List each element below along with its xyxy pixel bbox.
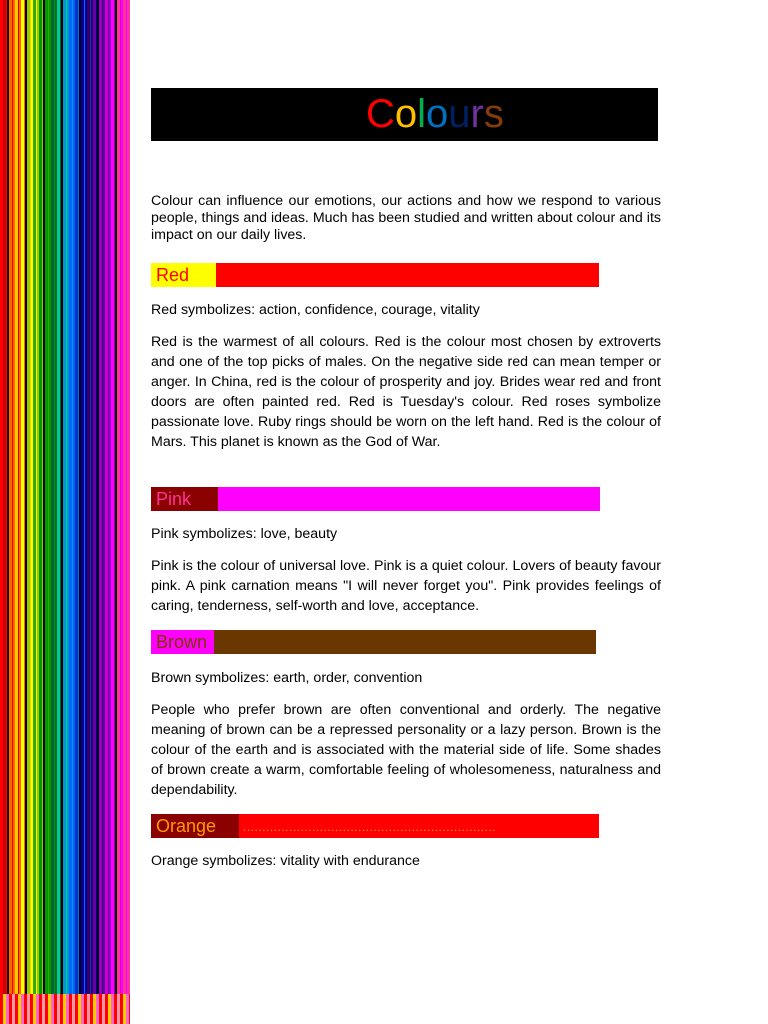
title-letter: C (366, 92, 395, 136)
section-header-pink (151, 487, 600, 511)
title-banner (151, 88, 658, 141)
rainbow-stripes-decoration (0, 0, 130, 1024)
section-header-brown (151, 630, 596, 654)
section-header-orange (151, 814, 599, 838)
pink-body: Pink is the colour of universal love. Pink is a quiet colour. Lovers of beauty favour pink. A pink carnation means "I will never forget you". Pink provides feelings of caring, tenderness, self-worth and love, acceptance. (151, 558, 661, 614)
section-header-red (151, 263, 599, 287)
color-bar-brown (214, 630, 596, 654)
color-bar-red (216, 263, 599, 287)
intro-paragraph: Colour can influence our emotions, our actions and how we respond to various people, things and ideas. Much has been studied and written about colour and its impact on our daily lives. (151, 193, 661, 243)
title-letter: l (417, 92, 427, 136)
orange-symbolizes: Orange symbolizes: vitality with endurance (151, 853, 420, 869)
title-letter: r (470, 92, 484, 136)
brown-body: People who prefer brown are often conventional and orderly. The negative meaning of brown can be a repressed personality or a lazy person. Brown is the colour of the earth and is associated with the material side of life. Some shades of brown create a warm, comfortable feeling of wholesomeness, naturalness and dependability. (151, 702, 661, 798)
color-bar-pink (218, 487, 600, 511)
brown-symbolizes: Brown symbolizes: earth, order, convention (151, 670, 423, 686)
section-label-brown: Brown (151, 630, 214, 654)
section-label-red: Red (151, 263, 216, 287)
title-letter: s (483, 92, 504, 136)
title-letter: o (394, 92, 418, 136)
section-label-pink: Pink (151, 487, 218, 511)
dotted-leader: .................................................................. (243, 820, 497, 834)
pink-symbolizes: Pink symbolizes: love, beauty (151, 526, 338, 542)
title-letter: o (426, 92, 449, 136)
red-body: Red is the warmest of all colours. Red is the colour most chosen by extroverts and one of the top picks of males. On the negative side red can mean temper or anger. In China, red is the colour of prosperity and joy. Brides wear red and front doors are often painted red. Red is Tuesday's colour. Red roses symbolize passionate love. Ruby rings should be worn on the left hand. Red is the colour of Mars. This planet is known as the God of War. (151, 334, 661, 450)
title-letter: u (448, 92, 471, 136)
stripes-bottom-edge (0, 994, 130, 1024)
stripe (129, 0, 130, 1024)
page-title (366, 94, 504, 134)
color-bar-orange (239, 814, 599, 838)
section-label-orange: Orange (151, 814, 239, 838)
red-symbolizes: Red symbolizes: action, confidence, courage, vitality (151, 302, 480, 318)
